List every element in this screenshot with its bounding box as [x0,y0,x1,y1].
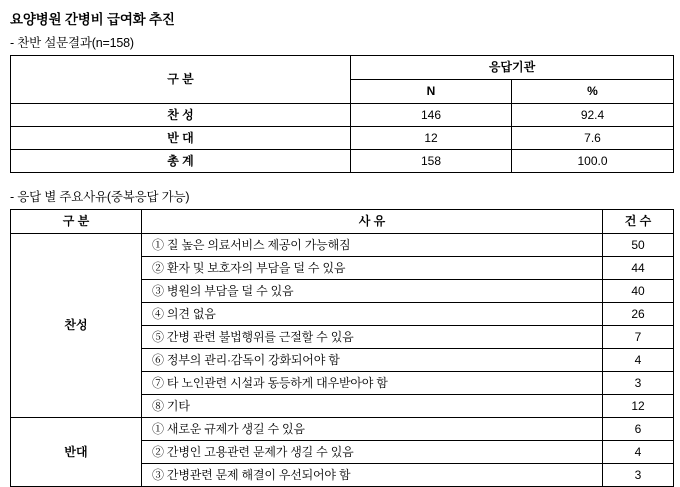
reason-table [10,209,674,487]
page-title: 요양병원 간병비 급여화 추진 [10,12,175,27]
table-row [11,104,674,127]
header-cell-division: 구 분 [11,56,351,104]
section-2-label: - 응답 별 주요사유(중복응답 가능) [10,190,190,204]
table-row [11,418,674,441]
reason-count: 4 [603,349,674,372]
section-1-label: - 찬반 설문결과(n=158) [10,36,134,50]
reason-text: ① 새로운 규제가 생길 수 있음 [142,418,603,441]
survey-result-table [10,55,674,173]
table-header-row [11,210,674,234]
reason-count: 12 [603,395,674,418]
header-cell-n: N [351,80,512,104]
reason-count: 40 [603,280,674,303]
reason-text: ⑧ 기타 [142,395,603,418]
spacer [8,173,672,187]
reason-text: ③ 병원의 부담을 덜 수 있음 [142,280,603,303]
reason-text: ⑦ 타 노인관련 시설과 동등하게 대우받아야 함 [142,372,603,395]
row-n-total: 158 [351,150,512,173]
header-cell-respondents: 응답기관 [351,56,674,80]
group-label-agree: 찬성 [11,234,142,418]
reason-count: 26 [603,303,674,326]
reason-count: 3 [603,464,674,487]
row-n-oppose: 12 [351,127,512,150]
reason-text: ② 환자 및 보호자의 부담을 덜 수 있음 [142,257,603,280]
reason-text: ② 간병인 고용관련 문제가 생길 수 있음 [142,441,603,464]
reason-count: 6 [603,418,674,441]
header-cell-pct: % [512,80,674,104]
header-cell-count: 건 수 [603,210,674,234]
group-label-oppose: 반대 [11,418,142,487]
reason-count: 3 [603,372,674,395]
reason-count: 44 [603,257,674,280]
row-label-total: 총 계 [11,150,351,173]
table-header-row [11,56,674,80]
reason-text: ① 질 높은 의료서비스 제공이 가능해짐 [142,234,603,257]
reason-text: ⑤ 간병 관련 불법행위를 근절할 수 있음 [142,326,603,349]
reason-text: ③ 간병관련 문제 해결이 우선되어야 함 [142,464,603,487]
row-pct-oppose: 7.6 [512,127,674,150]
reason-count: 7 [603,326,674,349]
row-n-agree: 146 [351,104,512,127]
reason-text: ⑥ 정부의 관리·감독이 강화되어야 함 [142,349,603,372]
reason-text: ④ 의견 없음 [142,303,603,326]
header-cell-reason: 사 유 [142,210,603,234]
row-label-agree: 찬 성 [11,104,351,127]
row-pct-agree: 92.4 [512,104,674,127]
reason-count: 50 [603,234,674,257]
row-pct-total: 100.0 [512,150,674,173]
reason-count: 4 [603,441,674,464]
table-row [11,127,674,150]
header-cell-division: 구 분 [11,210,142,234]
table-row [11,234,674,257]
table-row [11,150,674,173]
row-label-oppose: 반 대 [11,127,351,150]
